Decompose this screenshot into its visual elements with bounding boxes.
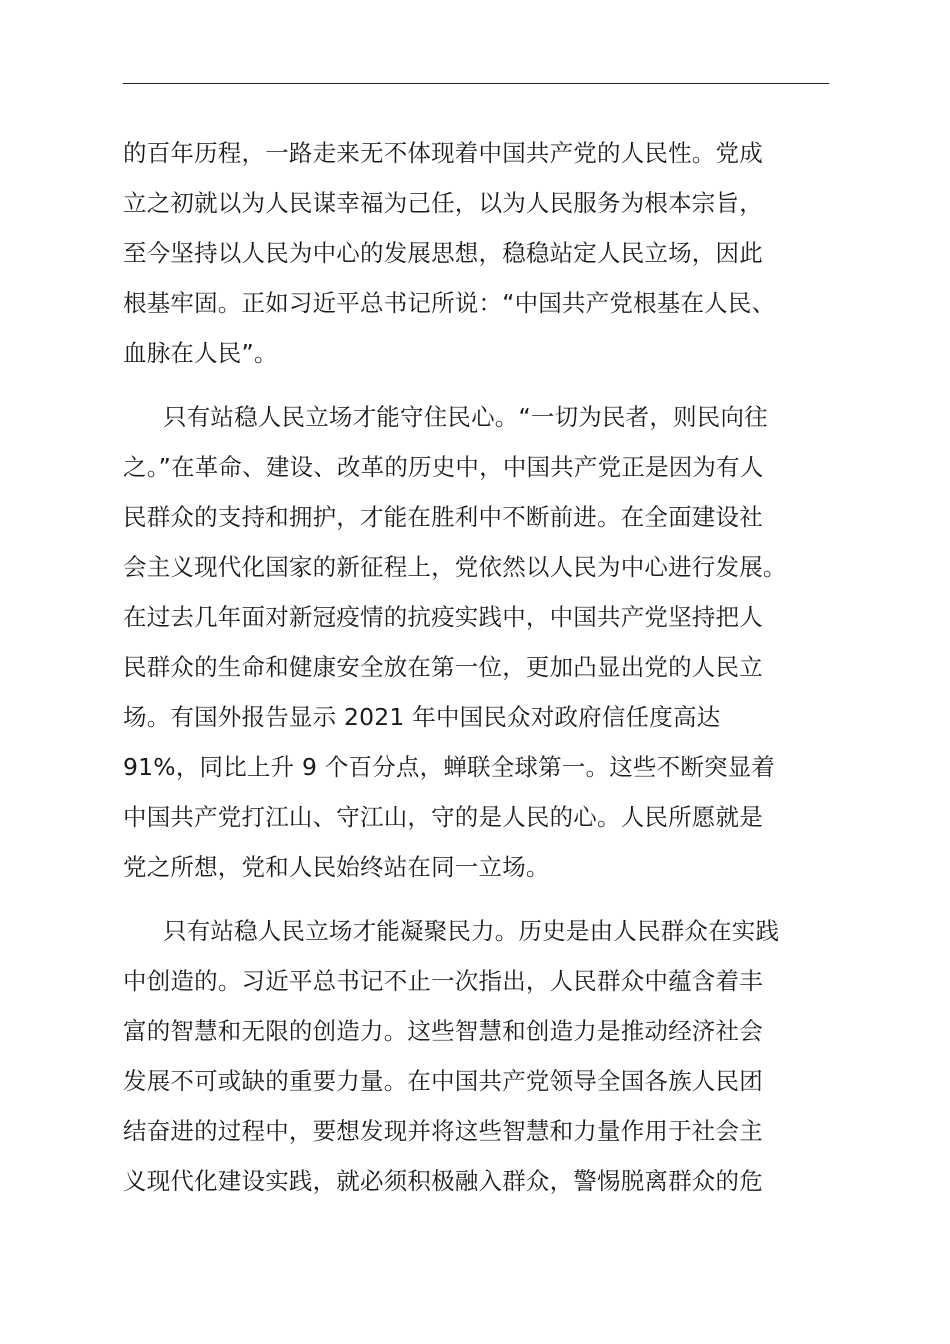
text-line: 会主义现代化国家的新征程上，党依然以人民为中心进行发展。 <box>123 553 787 581</box>
text-line: 结奋进的过程中，要想发现并将这些智慧和力量作用于社会主 <box>123 1117 763 1145</box>
text-line: 91%，同比上升 9 个百分点，蝉联全球第一。这些不断突显着 <box>123 753 776 781</box>
text-line: 党之所想，党和人民始终站在同一立场。 <box>123 853 550 881</box>
text-line: 立之初就以为人民谋幸福为己任，以为人民服务为根本宗旨， <box>123 189 763 217</box>
text-line: 只有站稳人民立场才能守住民心。“一切为民者，则民向往 <box>163 403 768 431</box>
paragraph-3 <box>123 906 833 1206</box>
text-line: 民群众的生命和健康安全放在第一位，更加凸显出党的人民立 <box>123 653 763 681</box>
text-line: 富的智慧和无限的创造力。这些智慧和创造力是推动经济社会 <box>123 1017 763 1045</box>
text-line: 只有站稳人民立场才能凝聚民力。历史是由人民群众在实践 <box>163 917 780 945</box>
paragraph-2 <box>123 392 833 892</box>
text-line: 民群众的支持和拥护，才能在胜利中不断前进。在全面建设社 <box>123 503 763 531</box>
header-rule <box>123 83 829 84</box>
paragraph-1 <box>123 128 833 378</box>
text-line: 在过去几年面对新冠疫情的抗疫实践中，中国共产党坚持把人 <box>123 603 763 631</box>
text-line: 场。有国外报告显示 2021 年中国民众对政府信任度高达 <box>123 703 721 731</box>
text-line: 之。”在革命、建设、改革的历史中，中国共产党正是因为有人 <box>123 453 764 481</box>
text-line: 中创造的。习近平总书记不止一次指出，人民群众中蕴含着丰 <box>123 967 763 995</box>
text-line: 根基牢固。正如习近平总书记所说：“中国共产党根基在人民、 <box>123 289 776 317</box>
text-line: 的百年历程，一路走来无不体现着中国共产党的人民性。党成 <box>123 139 763 167</box>
text-line: 血脉在人民”。 <box>123 339 278 367</box>
text-line: 至今坚持以人民为中心的发展思想，稳稳站定人民立场，因此 <box>123 239 763 267</box>
paragraph-gap <box>123 892 833 906</box>
body-text <box>123 128 833 1206</box>
text-line: 义现代化建设实践，就必须积极融入群众，警惕脱离群众的危 <box>123 1167 763 1195</box>
text-line: 发展不可或缺的重要力量。在中国共产党领导全国各族人民团 <box>123 1067 763 1095</box>
paragraph-gap <box>123 378 833 392</box>
text-line: 中国共产党打江山、守江山，守的是人民的心。人民所愿就是 <box>123 803 763 831</box>
